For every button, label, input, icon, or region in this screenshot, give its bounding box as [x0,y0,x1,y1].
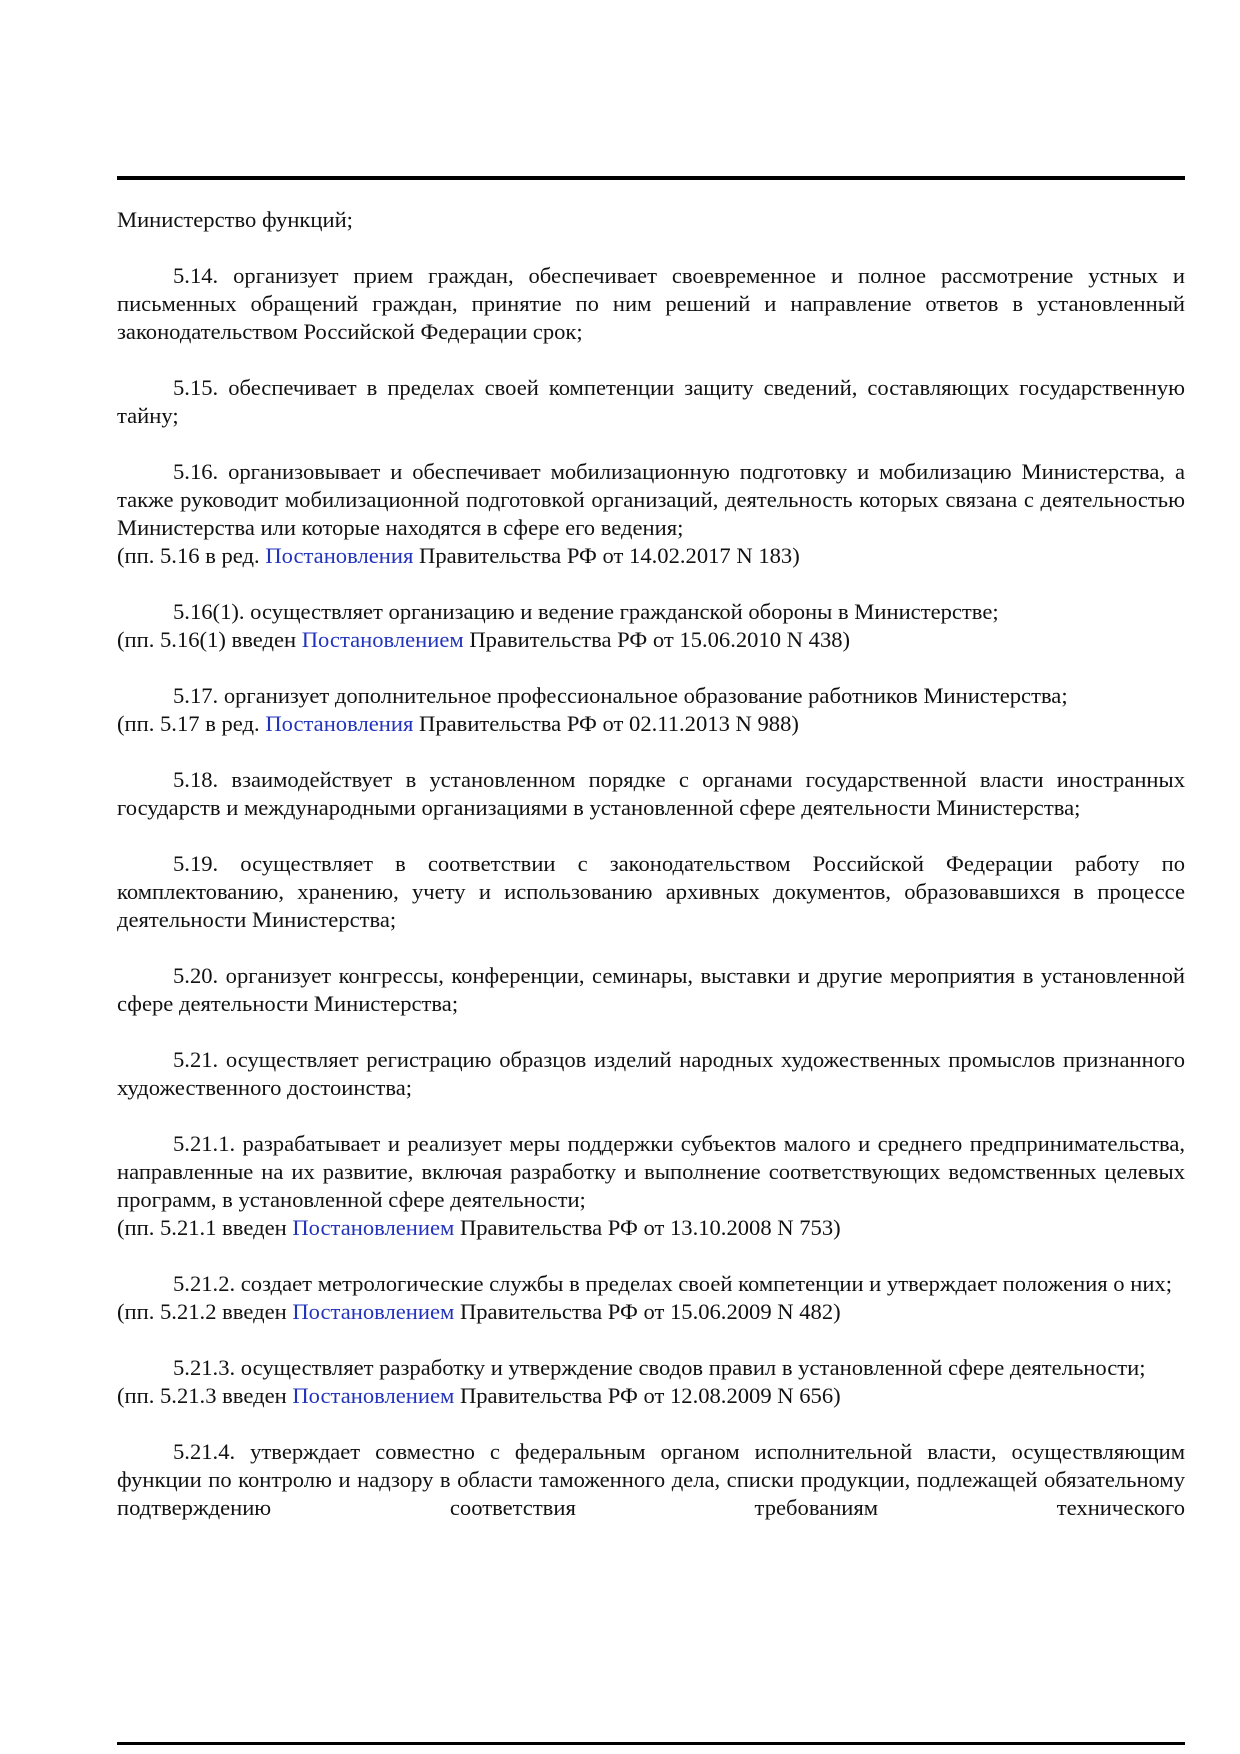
paragraph-text: 5.16. организовывает и обеспечивает мобилизационную подготовку и мобилизацию Министерства, а также руководит мобилизационной подготовкой организаций, деятельность которых связана с деятельностью Министерства или которые находятся в сфере его ведения; [117,459,1185,540]
footer-rule [117,1742,1185,1745]
note-prefix: (пп. 5.16(1) введен [117,627,302,652]
paragraph-continuation [117,206,1185,234]
paragraph-5-21-3 [117,1354,1185,1410]
amendment-note [117,542,1185,570]
resolution-link[interactable]: Постановлением [292,1383,455,1408]
paragraph-text: 5.20. организует конгрессы, конференции, семинары, выставки и другие мероприятия в установленной сфере деятельности Министерства; [117,963,1185,1016]
paragraph-text: 5.14. организует прием граждан, обеспечивает своевременное и полное рассмотрение устных и письменных обращений граждан, принятие по ним решений и направление ответов в установленный законодательством Российской Федерации срок; [117,263,1185,344]
paragraph-5-21-1 [117,1130,1185,1242]
note-suffix: Правительства РФ от 14.02.2017 N 183) [413,543,800,568]
amendment-note [117,710,1185,738]
paragraph-text: 5.18. взаимодействует в установленном порядке с органами государственной власти иностранных государств и международными организациями в установленной сфере деятельности Министерства; [117,767,1185,820]
note-prefix: (пп. 5.17 в ред. [117,711,266,736]
amendment-note [117,1382,1185,1410]
paragraph-text: 5.21.2. создает метрологические службы в пределах своей компетенции и утверждает положения о них; [173,1271,1173,1296]
amendment-note [117,1214,1185,1242]
note-suffix: Правительства РФ от 02.11.2013 N 988) [413,711,799,736]
paragraph-5-16-1 [117,598,1185,654]
note-suffix: Правительства РФ от 13.10.2008 N 753) [454,1215,841,1240]
paragraph-text: 5.15. обеспечивает в пределах своей компетенции защиту сведений, составляющих государственную тайну; [117,375,1185,428]
note-prefix: (пп. 5.21.2 введен [117,1299,293,1324]
paragraph-5-21 [117,1046,1185,1102]
paragraph-5-21-2 [117,1270,1185,1326]
paragraph-text: 5.19. осуществляет в соответствии с законодательством Российской Федерации работу по комплектованию, хранению, учету и использованию архивных документов, образовавшихся в процессе деятельности Министерства; [117,851,1185,932]
note-prefix: (пп. 5.21.3 введен [117,1383,293,1408]
paragraph-5-18 [117,766,1185,822]
paragraph-5-20 [117,962,1185,1018]
resolution-link[interactable]: Постановлением [301,627,464,652]
paragraph-text: 5.16(1). осуществляет организацию и ведение гражданской обороны в Министерстве; [173,599,999,624]
paragraph-text: 5.17. организует дополнительное профессиональное образование работников Министерства; [173,683,1068,708]
paragraph-5-14 [117,262,1185,346]
resolution-link[interactable]: Постановления [265,711,414,736]
note-suffix: Правительства РФ от 12.08.2009 N 656) [454,1383,841,1408]
amendment-note [117,1298,1185,1326]
paragraph-text: 5.21.3. осуществляет разработку и утверждение сводов правил в установленной сфере деятельности; [173,1355,1146,1380]
paragraph-text: 5.21. осуществляет регистрацию образцов изделий народных художественных промыслов признанного художественного достоинства; [117,1047,1185,1100]
paragraph-text: 5.21.4. утверждает совместно с федеральным органом исполнительной власти, осуществляющим функции по контролю и надзору в области таможенного дела, списки продукции, подлежащей обязательному подтверждению соответствия требованиям технического [117,1439,1185,1520]
paragraph-5-15 [117,374,1185,430]
paragraph-5-19 [117,850,1185,934]
amendment-note [117,626,1185,654]
resolution-link[interactable]: Постановления [265,543,414,568]
note-suffix: Правительства РФ от 15.06.2010 N 438) [463,627,851,652]
resolution-link[interactable]: Постановлением [292,1299,455,1324]
note-prefix: (пп. 5.21.1 введен [117,1215,293,1240]
note-prefix: (пп. 5.16 в ред. [117,543,266,568]
note-suffix: Правительства РФ от 15.06.2009 N 482) [454,1299,841,1324]
paragraph-5-21-4 [117,1438,1185,1522]
paragraph-5-17 [117,682,1185,738]
paragraph-text: Министерство функций; [117,207,353,232]
paragraph-5-16 [117,458,1185,570]
header-rule [117,176,1185,180]
resolution-link[interactable]: Постановлением [292,1215,455,1240]
paragraph-text: 5.21.1. разрабатывает и реализует меры поддержки субъектов малого и среднего предпринимательства, направленные на их развитие, включая разработку и выполнение соответствующих ведомственных целевых программ, в установленной сфере деятельности; [117,1131,1185,1212]
document-body [117,206,1185,1550]
